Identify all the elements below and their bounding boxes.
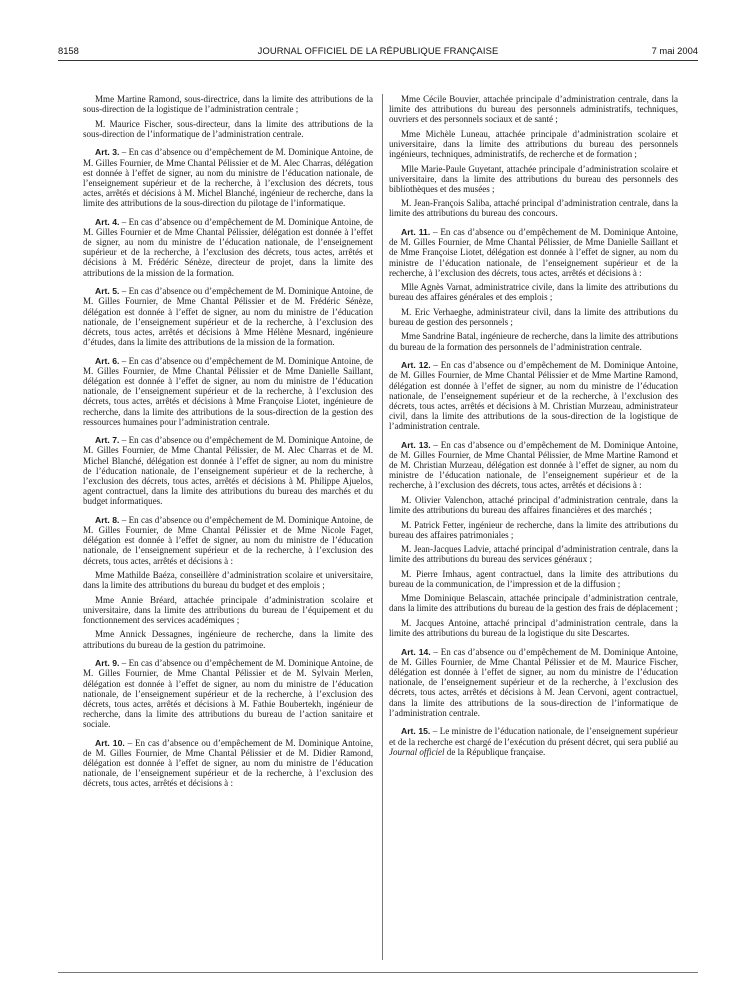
paragraph: M. Jacques Antoine, attaché principal d’administration centrale, dans la limite des attributions du bureau de la logistique du site Descartes. bbox=[389, 617, 678, 639]
paragraph: M. Maurice Fischer, sous-directeur, dans la limite des attributions de la sous-direction de l’informatique de l’administration centrale. bbox=[83, 118, 373, 139]
article-paragraph bbox=[83, 147, 373, 208]
article-text: – En cas d’absence ou d’empêchement de M. Dominique Antoine, de M. Gilles Fournier, de Mme Chantal Pélissier et de Mme Nicole Faget, délégation est donnée à l’effet de signer, au nom du ministre de l’éducation nationale, de l’enseignement supérieur et de la recherche, à l’exclusion des décrets, tous actes, arrêtés et décisions à : bbox=[83, 514, 373, 566]
journal-name: Journal officiel bbox=[389, 746, 445, 757]
article-text-end: de la République française. bbox=[444, 746, 546, 757]
left-column bbox=[83, 94, 373, 793]
article-number: Art. 13. bbox=[401, 439, 431, 450]
article-number: Art. 4. bbox=[95, 216, 120, 227]
article-text: – En cas d’absence ou d’empêchement de M. Dominique Antoine, de M. Gilles Fournier et de Mme Chantal Pélissier, délégation est donnée à l’effet de signer, au nom du ministre de l’éducation nationale, de l’enseignement supérieur et de la recherche, à l’exclusion des décrets, tous actes, arrêtés et décisions à M. Frédéric Sénèze, directeur de projet, dans la limite des attributions de la mission de la formation. bbox=[83, 216, 373, 278]
paragraph: M. Olivier Valenchon, attaché principal d’administration centrale, dans la limite des attributions du bureau des affaires financières et des marchés ; bbox=[389, 494, 678, 516]
paragraph: M. Patrick Fetter, ingénieur de recherche, dans la limite des attributions du bureau des affaires patrimoniales ; bbox=[389, 519, 678, 540]
article-paragraph bbox=[389, 440, 678, 491]
article-paragraph bbox=[83, 286, 373, 347]
article-paragraph bbox=[83, 515, 373, 566]
header-rule bbox=[58, 60, 698, 61]
article-number: Art. 14. bbox=[401, 646, 431, 657]
paragraph: Mme Dominique Belascain, attachée principale d’administration centrale, dans la limite des attributions du bureau de la gestion des frais de déplacement ; bbox=[389, 593, 678, 614]
paragraph: Mme Mathilde Baéza, conseillère d’administration scolaire et universitaire, dans la limite des attributions du bureau du budget et des emplois ; bbox=[83, 570, 373, 591]
article-paragraph bbox=[83, 217, 373, 278]
article-number: Art. 5. bbox=[95, 286, 120, 297]
article-text: – En cas d’absence ou d’empêchement de M. Dominique Antoine, de M. Gilles Fournier, de Mme Chantal Pélissier et de M. Alec Charras, délégation est donnée à l’effet de signer, au nom du ministre de l’éducation nationale, de l’enseignement supérieur et de la recherche, à l’exclusion des décrets, tous actes, arrêtés et décisions à M. Michel Blanché, ingénieur de recherche, dans la limite des attributions de la sous-direction du pilotage de l’informatique. bbox=[83, 147, 373, 209]
paragraph: Mlle Agnès Varnat, administratrice civile, dans la limite des attributions du bureau des affaires générales et des emplois ; bbox=[389, 282, 678, 303]
article-text: – En cas d’absence ou d’empêchement de M. Dominique Antoine, de M. Gilles Fournier, de Mme Chantal Pélissier et de M. Maurice Fischer, délégation est donnée à l’effet de signer, au nom du ministre de l’éducation nationale, de l’enseignement supérieur et de la recherche, à l’exclusion des décrets, tous actes, arrêtés et décisions à M. Jean Cervoni, agent contractuel, dans la limite des attributions de la sous-direction de l’informatique de l’administration centrale. bbox=[389, 646, 678, 718]
paragraph: Mme Cécile Bouvier, attachée principale d’administration centrale, dans la limite des attributions du bureau des personnels administratifs, techniques, ouvriers et des personnels sociaux et de santé ; bbox=[389, 94, 678, 125]
article-text: – En cas d’absence ou d’empêchement de M. Dominique Antoine, de M. Gilles Fournier, de Mme Chantal Pélissier et de M. Sylvain Merlen, délégation est donnée à l’effet de signer, au nom du ministre de l’éducation nationale, de l’enseignement supérieur et de la recherche, à l’exclusion des décrets, tous actes, arrêtés et décisions à M. Fathie Boubertekh, ingénieur de recherche, dans la limite des attributions du bureau de l’action sanitaire et sociale. bbox=[83, 658, 373, 730]
paragraph: M. Eric Verhaeghe, administrateur civil, dans la limite des attributions du bureau de gestion des personnels ; bbox=[389, 306, 678, 327]
article-text: – Le ministre de l’éducation nationale, de l’enseignement supérieur et de la recherche est chargé de l’exécution du présent décret, qui sera publié au bbox=[389, 726, 679, 747]
paragraph: Mme Annie Bréard, attachée principale d’administration scolaire et universitaire, dans la limite des attributions du bureau de l’équipement et du fonctionnement des services académiques ; bbox=[83, 594, 373, 625]
article-number: Art. 11. bbox=[401, 227, 431, 238]
page-number: 8158 bbox=[58, 45, 79, 56]
article-number: Art. 12. bbox=[401, 360, 431, 371]
article-number: Art. 10. bbox=[95, 737, 125, 748]
article-number: Art. 15. bbox=[401, 726, 431, 737]
article-text: – En cas d’absence ou d’empêchement de M. Dominique Antoine, de M. Gilles Fournier, de Mme Chantal Pélissier et de Mme Danielle Saillant, délégation est donnée à l’effet de signer, au nom du ministre de l’éducation nationale, de l’enseignement supérieur et de la recherche, à l’exclusion des décrets, tous actes, arrêtés et décisions à Mme Françoise Liotet, ingénieure de recherche, dans la limite des attributions de la sous-direction de la gestion des ressources humaines pour l’administration centrale. bbox=[83, 355, 373, 427]
article-text: – En cas d’absence ou d’empêchement de M. Dominique Antoine, de M. Gilles Fournier, de Mme Chantal Pélissier, de Mme Martine Ramond et de M. Christian Murzeau, délégation est donnée à l’effet de signer, au nom du ministre de l’éducation nationale, de l’enseignement supérieur et de la recherche, à l’exclusion des décrets, tous actes, arrêtés et décisions à : bbox=[389, 439, 678, 491]
article-paragraph bbox=[389, 227, 678, 278]
publication-date: 7 mai 2004 bbox=[651, 45, 698, 56]
column-divider bbox=[382, 94, 383, 960]
article-paragraph bbox=[389, 726, 678, 756]
article-text: – En cas d’absence ou d’empêchement de M. Dominique Antoine, de M. Gilles Fournier, de Mme Chantal Pélissier et de M. Didier Ramond, délégation est donnée à l’effet de signer, au nom du ministre de l’éducation nationale, de l’enseignement supérieur et de la recherche, à l’exclusion des décrets, tous actes, arrêtés et décisions à : bbox=[83, 737, 374, 789]
paragraph: Mme Michèle Luneau, attachée principale d’administration scolaire et universitaire, dans la limite des attributions du bureau des personnels ingénieurs, techniques, administratifs, de recherche et de formation ; bbox=[389, 128, 678, 160]
paragraph: M. Jean-François Saliba, attaché principal d’administration centrale, dans la limite des attributions du bureau des concours. bbox=[389, 198, 678, 219]
article-paragraph bbox=[83, 658, 373, 729]
article-paragraph bbox=[83, 356, 373, 427]
paragraph: Mlle Marie-Paule Guyetant, attachée principale d’administration scolaire et universitaire, dans la limite des attributions du bureau des personnels des bibliothèques et des musées ; bbox=[389, 163, 678, 194]
right-column bbox=[389, 94, 678, 761]
paragraph: M. Jean-Jacques Ladvie, attaché principal d’administration centrale, dans la limite des attributions du bureau des services généraux ; bbox=[389, 544, 678, 565]
paragraph: Mme Martine Ramond, sous-directrice, dans la limite des attributions de la sous-direction de la logistique de l’administration centrale ; bbox=[83, 94, 373, 115]
article-text: – En cas d’absence ou d’empêchement de M. Dominique Antoine, de M. Gilles Fournier, de Mme Chantal Pélissier et de M. Frédéric Sénèze, délégation est donnée à l’effet de signer, au nom du ministre de l’éducation nationale, de l’enseignement supérieur et de la recherche, à l’exclusion des décrets, tous actes, arrêtés et décisions à Mme Hélène Mesnard, ingénieure d’études, dans la limite des attributions de la mission de la formation. bbox=[83, 286, 373, 348]
page-header bbox=[58, 42, 698, 58]
article-text: – En cas d’absence ou d’empêchement de M. Dominique Antoine, de M. Gilles Fournier, de Mme Chantal Pélissier, de M. Alec Charras et de M. Michel Blanché, délégation est donnée à l’effet de signer, au nom du ministre de l’éducation nationale, de l’enseignement supérieur et de la recherche, à l’exclusion des décrets, tous actes, arrêtés et décisions à M. Philippe Ajuelos, agent contractuel, dans la limite des attributions du bureau des marchés et du budget informatiques. bbox=[83, 435, 373, 507]
article-number: Art. 6. bbox=[95, 355, 120, 366]
footer-rule bbox=[58, 972, 698, 973]
article-paragraph bbox=[83, 435, 373, 506]
paragraph: M. Pierre Imhaus, agent contractuel, dans la limite des attributions du bureau de la communication, de l’impression et de la diffusion ; bbox=[389, 568, 678, 589]
article-number: Art. 8. bbox=[95, 514, 120, 525]
article-paragraph bbox=[83, 738, 373, 789]
journal-title: JOURNAL OFFICIEL DE LA RÉPUBLIQUE FRANÇAISE bbox=[257, 45, 499, 56]
article-text: – En cas d’absence ou d’empêchement de M. Dominique Antoine, de M. Gilles Fournier, de Mme Chantal Pélissier, de Mme Danielle Saillant et de Mme Françoise Liotet, délégation est donnée à l’effet de signer, au nom du ministre de l’éducation nationale, de l’enseignement supérieur et de la recherche, à l’exclusion des décrets, tous actes, arrêtés et décisions à : bbox=[389, 227, 678, 278]
article-paragraph bbox=[389, 647, 678, 718]
article-text: – En cas d’absence ou d’empêchement de M. Dominique Antoine, de M. Gilles Fournier, de Mme Chantal Pélissier et de Mme Martine Ramond, délégation est donnée à l’effet de signer, au nom du ministre de l’éducation nationale, de l’enseignement supérieur et de la recherche, à l’exclusion des décrets, tous actes, arrêtés et décisions à M. Christian Murzeau, administrateur civil, dans la limite des attributions de la sous-direction de la logistique de l’administration centrale. bbox=[389, 360, 678, 432]
paragraph: Mme Sandrine Batal, ingénieure de recherche, dans la limite des attributions du bureau de la formation des personnels de l’administration centrale. bbox=[389, 331, 678, 352]
article-number: Art. 3. bbox=[95, 147, 120, 158]
article-number: Art. 7. bbox=[95, 435, 120, 446]
article-paragraph bbox=[389, 360, 678, 431]
article-number: Art. 9. bbox=[95, 658, 120, 669]
paragraph: Mme Annick Dessagnes, ingénieure de recherche, dans la limite des attributions du bureau de la gestion du patrimoine. bbox=[83, 629, 373, 650]
